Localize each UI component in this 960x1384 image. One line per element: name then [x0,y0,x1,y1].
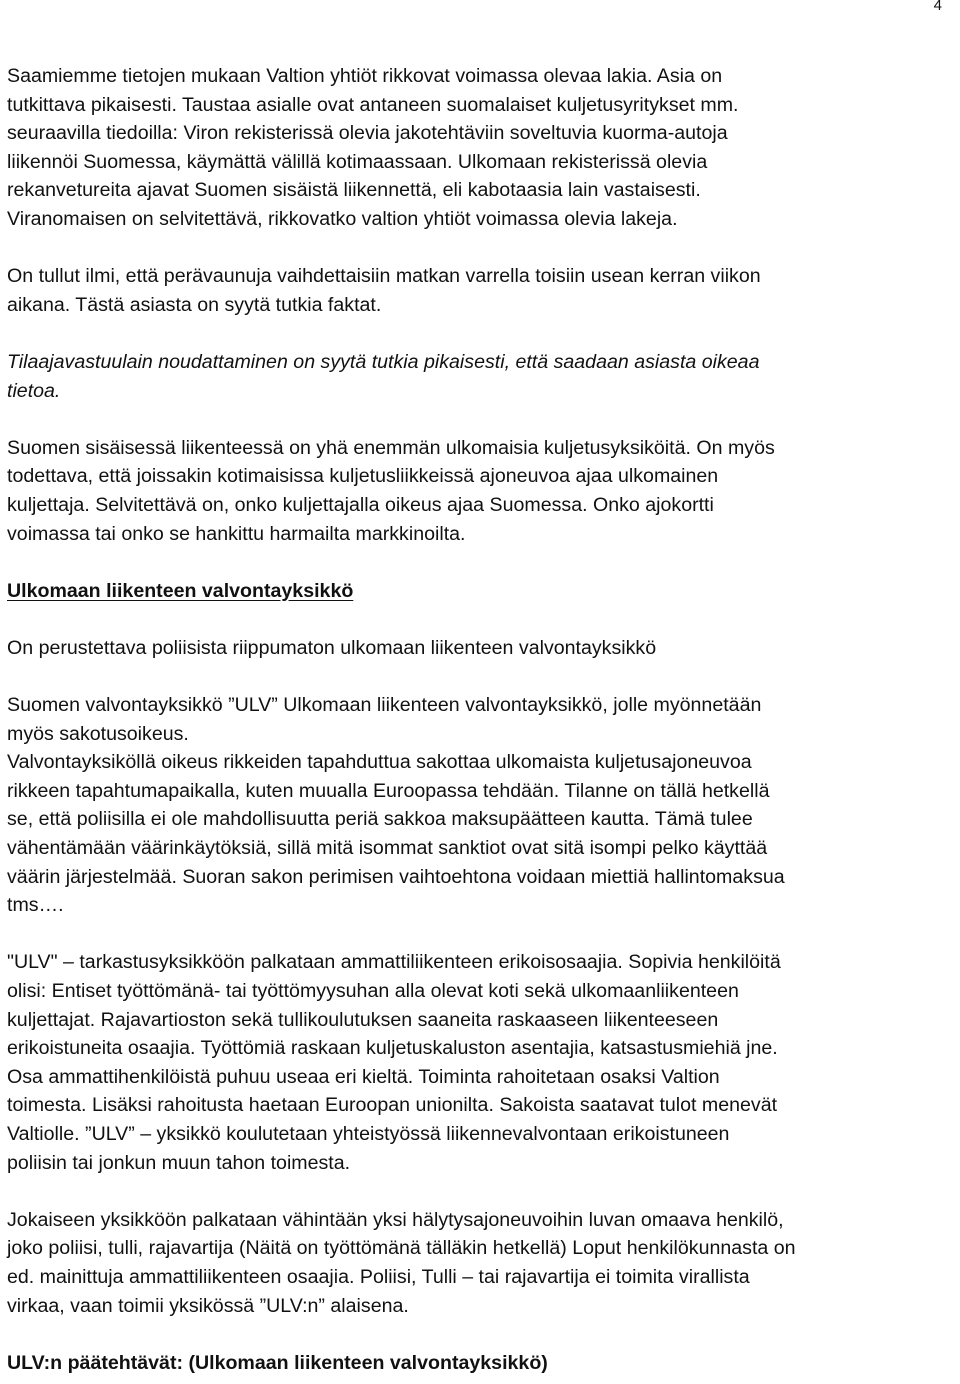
text-line: Valtiolle. ”ULV” – yksikkö koulutetaan yhteistyössä liikennevalvontaan erikoistuneen [7,1122,730,1145]
paragraph-contractor-liability [7,348,952,405]
text-line: Valvontayksiköllä oikeus rikkeiden tapahduttua sakottaa ulkomaista kuljetusajoneuvoa [7,751,752,774]
text-line: Tilaajavastuulain noudattaminen on syytä tutkia pikaisesti, että saadaan asiasta oikeaa [7,350,760,373]
section-heading-main-tasks: ULV:n päätehtävät: (Ulkomaan liikenteen valvontayksikkö) [7,1351,548,1374]
paragraph-ulv-staffing [7,948,952,1177]
text-line: väärin järjestelmää. Suoran sakon perimisen vaihtoehtona voidaan miettiä hallintomaksua [7,865,785,888]
paragraph-trailers [7,262,952,319]
text-line: rikkeen tapahtumapaikalla, kuten muualla Euroopassa tehdään. Tilanne on tällä hetkellä [7,779,770,802]
paragraph-unit-personnel [7,1206,952,1320]
text-line: kuljettajat. Rajavartioston sekä tullikoulutuksen saaneita raskaaseen liikenteeseen [7,1008,719,1031]
text-line: Viranomaisen on selvitettävä, rikkovatko valtion yhtiöt voimassa olevia lakeja. [7,207,678,230]
text-line: seuraavilla tiedoilla: Viron rekisterissä olevia jakotehtäviin soveltuvia kuorma-autoja [7,122,728,145]
text-line: se, että poliisilla ei ole mahdollisuutta periä sakkoa maksupäätteen kautta. Tämä tulee [7,808,753,831]
paragraph-foreign-units [7,434,952,548]
paragraph-establish-unit [7,634,952,663]
text-line: todettava, että joissakin kotimaisissa kuljetusliikkeissä ajoneuvoa ajaa ulkomainen [7,465,719,488]
page-number: 4 [933,0,942,14]
document-body [7,62,952,1377]
text-line: toimesta. Lisäksi rahoitusta haetaan Euroopan unionilta. Sakoista saatavat tulot menevät [7,1094,778,1117]
text-line: rekanvetureita ajavat Suomen sisäistä liikennettä, eli kabotaasia lain vastaisesti. [7,179,701,202]
text-line: erikoistuneita osaajia. Työttömiä raskaan kuljetuskaluston asentajia, katsastusmiehiä jne. [7,1037,778,1060]
text-line: Jokaiseen yksikköön palkataan vähintään yksi hälytysajoneuvoihin luvan omaava henkilö, [7,1208,784,1231]
text-line: Suomen valvontayksikkö ”ULV” Ulkomaan liikenteen valvontayksikkö, jolle myönnetään [7,694,762,717]
text-line: liikennöi Suomessa, käymättä välillä kotimaassaan. Ulkomaan rekisterissä olevia [7,150,708,173]
text-line: joko poliisi, tulli, rajavartija (Näitä on työttömänä tälläkin hetkellä) Loput henkilökunnasta on [7,1237,796,1260]
text-line: Osa ammattihenkilöistä puhuu useaa eri kieltä. Toiminta rahoitetaan osaksi Valtion [7,1065,720,1088]
section-heading-control-unit: Ulkomaan liikenteen valvontayksikkö [7,579,354,602]
text-line: voimassa tai onko se hankittu harmailta markkinoilta. [7,522,466,545]
text-line: kuljettaja. Selvitettävä on, onko kuljettajalla oikeus ajaa Suomessa. Onko ajokortti [7,493,714,516]
text-line: olisi: Entiset työttömänä- tai työttömyysuhan alla olevat koti sekä ulkomaanliikenteen [7,980,739,1002]
text-line: Saamiemme tietojen mukaan Valtion yhtiöt rikkovat voimassa olevaa lakia. Asia on [7,65,723,87]
text-line: On perustettava poliisista riippumaton ulkomaan liikenteen valvontayksikkö [7,636,657,659]
text-line: tietoa. [7,379,61,402]
paragraph-illegal-state-companies [7,62,952,234]
text-line: Suomen sisäisessä liikenteessä on yhä enemmän ulkomaisia kuljetusyksiköitä. On myös [7,436,775,459]
text-line: "ULV" – tarkastusyksikköön palkataan ammattiliikenteen erikoisosaajia. Sopivia henkilöitä [7,951,781,974]
text-line: myös sakotusoikeus. [7,722,189,745]
text-line: On tullut ilmi, että perävaunuja vaihdettaisiin matkan varrella toisiin usean kerran viikon [7,265,761,288]
text-line: tms…. [7,894,64,917]
text-line: virkaa, vaan toimii yksikössä ”ULV:n” alaisena. [7,1294,409,1317]
text-line: vähentämään väärinkäytöksiä, sillä mitä isommat sanktiot ovat sitä isompi pelko käyttää [7,837,768,860]
text-line: poliisin tai jonkun muun tahon toimesta. [7,1151,351,1174]
text-line: tutkittava pikaisesti. Taustaa asialle ovat antaneen suomalaiset kuljetusyritykset mm. [7,93,739,116]
text-line: ed. mainittuja ammattiliikenteen osaajia. Poliisi, Tulli – tai rajavartija ei toimita virallista [7,1265,750,1288]
paragraph-ulv-fines [7,691,952,920]
text-line: aikana. Tästä asiasta on syytä tutkia faktat. [7,293,382,316]
